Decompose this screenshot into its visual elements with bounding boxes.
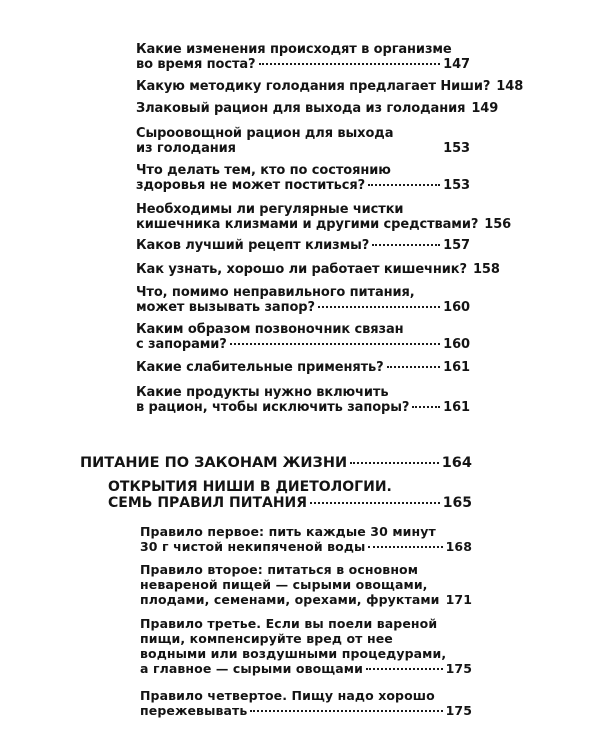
dot-leader xyxy=(368,546,442,548)
entry-text: Что делать тем, кто по состоянию xyxy=(136,163,391,178)
page-number: 156 xyxy=(484,217,512,232)
rule-text: Правило второе: питаться в основном xyxy=(140,562,419,577)
rule-text: пищи, компенсируйте вред от нее xyxy=(140,631,393,646)
toc-rule-third xyxy=(140,616,472,677)
rule-text: Правило четвертое. Пищу надо хорошо xyxy=(140,688,435,703)
rule-text: а главное — сырыми овощами xyxy=(140,661,363,676)
entry-text: в рацион, чтобы исключить запоры? xyxy=(136,400,410,415)
dot-leader xyxy=(250,710,442,712)
entry-text: Каков лучший рецепт клизмы? xyxy=(136,238,370,253)
dot-leader xyxy=(239,147,440,149)
page-number: 160 xyxy=(443,300,470,315)
dot-leader xyxy=(412,406,440,408)
page-number: 147 xyxy=(443,57,470,72)
page-number: 153 xyxy=(443,178,470,193)
entry-text: Какие продукты нужно включить xyxy=(136,385,389,400)
entry-text: с запорами? xyxy=(136,337,227,352)
entry-text: во время поста? xyxy=(136,57,256,72)
page-number: 148 xyxy=(496,79,524,94)
rule-text: Правило первое: пить каждые 30 минут xyxy=(140,524,436,539)
toc-section-nutrition-laws xyxy=(80,455,472,473)
entry-text: из голодания xyxy=(136,141,236,156)
entry-text: Какую методику голодания предлагает Ниши? xyxy=(136,79,491,94)
rule-text: Правило третье. Если вы поели вареной xyxy=(140,616,438,631)
dot-leader xyxy=(310,502,440,504)
entry-text: Что, помимо неправильного питания, xyxy=(136,285,415,300)
page-number: 175 xyxy=(445,661,472,676)
entry-text: кишечника клизмами и другими средствами? xyxy=(136,217,479,232)
toc-rule-fourth xyxy=(140,688,472,719)
dot-leader xyxy=(387,366,441,368)
toc-entry-spine-link xyxy=(136,322,470,354)
page-number: 158 xyxy=(472,262,500,277)
toc-entry-diet-products xyxy=(136,385,470,417)
toc-entry-nishi-method xyxy=(136,79,524,96)
toc-entry-grain-diet xyxy=(136,101,499,118)
page-number: 153 xyxy=(443,141,470,156)
page-number: 171 xyxy=(445,592,472,607)
toc-rule-second xyxy=(140,562,472,608)
rule-text: водными или воздушными процедурами, xyxy=(140,646,447,661)
page-number: 161 xyxy=(443,400,470,415)
toc-entry-laxatives xyxy=(136,360,470,377)
toc-entry-fasting-changes xyxy=(136,42,470,74)
toc-entry-constipation-causes xyxy=(136,285,470,317)
toc-entry-raw-diet xyxy=(136,126,470,158)
entry-text: Злаковый рацион для выхода из голодания xyxy=(136,101,466,116)
toc-entry-cannot-fast xyxy=(136,163,470,195)
entry-text: может вызывать запор? xyxy=(136,300,315,315)
page-number: 168 xyxy=(445,539,472,554)
dot-leader xyxy=(259,63,441,65)
toc-rule-first xyxy=(140,524,472,555)
entry-text: здоровья не может поститься? xyxy=(136,178,366,193)
entry-text: Каким образом позвоночник связан xyxy=(136,322,404,337)
page-number: 149 xyxy=(471,101,499,116)
dot-leader xyxy=(350,462,439,464)
page-number: 160 xyxy=(443,337,470,352)
page-number: 175 xyxy=(445,703,472,718)
section-title: ПИТАНИЕ ПО ЗАКОНАМ ЖИЗНИ xyxy=(80,455,348,471)
dot-leader xyxy=(368,184,440,186)
toc-entry-colon-cleansing xyxy=(136,202,512,234)
dot-leader xyxy=(366,668,443,670)
page-number: 161 xyxy=(443,360,470,375)
toc-entry-enema-recipe xyxy=(136,238,470,255)
rule-text: плодами, семенами, орехами, фруктами xyxy=(140,592,440,607)
rule-text: 30 г чистой некипяченой воды xyxy=(140,539,366,554)
dot-leader xyxy=(372,244,440,246)
page-number: 164 xyxy=(441,455,472,471)
entry-text: Как узнать, хорошо ли работает кишечник? xyxy=(136,262,467,277)
page-number: 157 xyxy=(443,238,470,253)
page-number: 165 xyxy=(442,495,472,511)
entry-text: Какие слабительные применять? xyxy=(136,360,384,375)
rule-text: невареной пищей — сырыми овощами, xyxy=(140,577,428,592)
subsection-title: СЕМЬ ПРАВИЛ ПИТАНИЯ xyxy=(108,495,308,511)
toc-entry-bowel-check xyxy=(136,262,500,279)
subsection-title: ОТКРЫТИЯ НИШИ В ДИЕТОЛОГИИ. xyxy=(108,479,392,495)
entry-text: Сыроовощной рацион для выхода xyxy=(136,126,394,141)
entry-text: Необходимы ли регулярные чистки xyxy=(136,202,404,217)
dot-leader xyxy=(230,343,440,345)
rule-text: пережевывать xyxy=(140,703,248,718)
toc-subsection-nishi-discoveries xyxy=(108,479,472,513)
entry-text: Какие изменения происходят в организме xyxy=(136,42,452,57)
dot-leader xyxy=(318,306,440,308)
